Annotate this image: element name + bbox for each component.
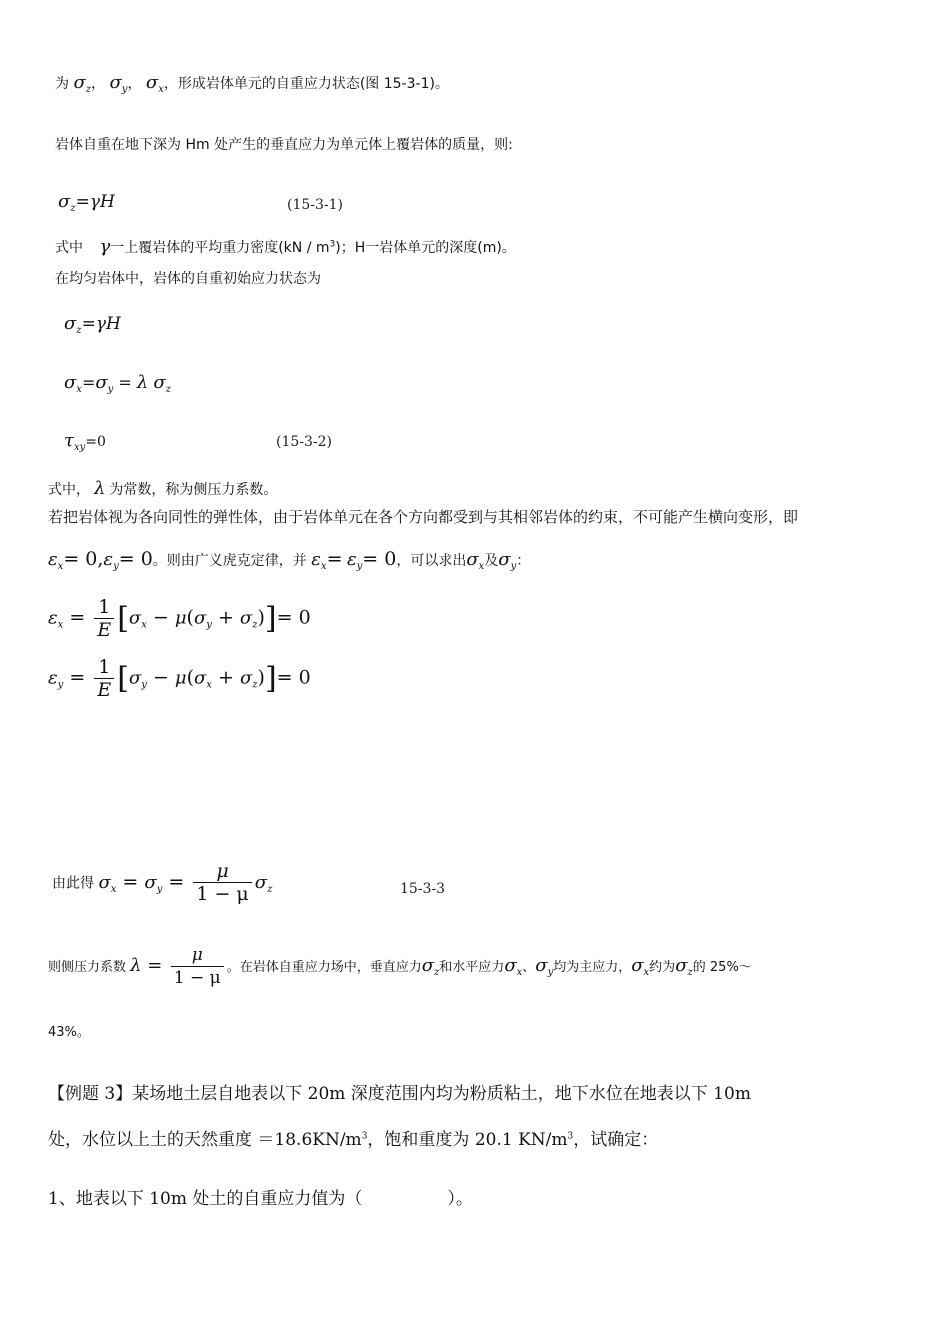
lambda-symbol: λ <box>94 478 106 499</box>
equation-rhs: = 0 <box>276 666 311 689</box>
text-fragment: 式中， <box>48 482 90 498</box>
text-fragment: 43%。 <box>48 1025 90 1040</box>
equation-fragment: = <box>326 548 343 570</box>
lambda-symbol: λ <box>136 372 149 393</box>
text-line-5 <box>48 478 277 499</box>
equation-15-3-3: 由此得 $\sigma_x = \sigma_y$ = $\frac{\mu}{1 - \mu}$ $\sigma_z$ <box>52 860 273 905</box>
equation-rhs: =0 <box>85 434 106 450</box>
fraction-numerator: μ <box>191 945 203 965</box>
text-fragment: 的 25%～ <box>692 960 752 975</box>
subscript: z <box>76 325 82 336</box>
text-fragment: 为常数，称为侧压力系数。 <box>109 482 278 498</box>
text-fragment: ， <box>127 76 142 92</box>
equation-tau <box>64 430 106 453</box>
text-fragment: 均为主应力， <box>553 960 632 975</box>
equation-epsilon-x: $\varepsilon_x$ = $\frac{1}{E}$ $[\sigma_x - \mu(\sigma_y + \sigma_z)]= 0$ <box>48 596 311 641</box>
lambda-equals: λ = <box>130 955 163 976</box>
text-line-9 <box>48 1021 90 1040</box>
gamma-symbol: γ <box>99 236 111 257</box>
fraction-numerator: 1 <box>98 656 111 678</box>
subscript: xy <box>73 442 86 453</box>
superscript: 3 <box>361 1131 368 1142</box>
superscript: 3 <box>329 239 336 250</box>
example-heading <box>48 1079 751 1104</box>
text-fragment: 岩体自重在地下深为 Hm 处产生的垂直应力为单元体上覆岩体的质量，则: <box>55 137 513 153</box>
subscript: z <box>70 203 76 214</box>
equation-fragment: = 0 <box>362 548 397 570</box>
text-fragment: 和水平应力 <box>439 960 505 975</box>
equation-rhs: =γH <box>81 314 121 334</box>
equation-fragment: = 0 <box>118 548 153 570</box>
fraction-denominator: 1 − μ <box>173 968 221 988</box>
text-fragment: ： <box>516 553 531 569</box>
equation-rhs: = 0 <box>276 606 311 629</box>
fraction-numerator: 1 <box>98 596 111 618</box>
subscript: z <box>165 384 171 395</box>
fraction-numerator: μ <box>216 860 229 882</box>
subscript: y <box>107 384 114 395</box>
text-fragment: 。在岩体自重应力场中，垂直应力 <box>226 960 422 975</box>
text-line-7: $\varepsilon_x= 0,\varepsilon_y= 0$。则由广义虎克定律，并 $\varepsilon_x= \varepsilon_y= 0$，可以求出$\sigma_x$及$\sigma_y$： <box>48 548 531 572</box>
text-fragment: 及 <box>484 553 499 569</box>
subscript: x <box>76 384 82 395</box>
sigma-symbol: σ <box>58 191 71 212</box>
text-line-4 <box>55 268 321 288</box>
text-line-1: 为 $\sigma_z$， $\sigma_y$， $\sigma_x$，形成岩体单元的自重应力状态(图 15-3-1)。 <box>55 72 449 95</box>
text-fragment: 若把岩体视为各向同性的弹性体，由于岩体单元在各个方向都受到与其相邻岩体的约束，不可能产生横向变形，即 <box>48 508 799 526</box>
text-line-3 <box>55 236 516 257</box>
text-fragment: 处，水位以上土的天然重度 ＝18.6KN/m <box>48 1130 362 1150</box>
example-line-2 <box>48 1125 658 1150</box>
text-fragment: 。则由广义虎克定律，并 <box>152 553 307 569</box>
equation-15-3-1 <box>58 191 115 214</box>
equation-tag: (15-3-2) <box>276 434 333 450</box>
text-fragment: 约为 <box>649 960 676 975</box>
example-question-1 <box>48 1184 473 1209</box>
tau-symbol: τ <box>64 430 74 451</box>
text-fragment: 在均匀岩体中，岩体的自重初始应力状态为 <box>55 271 321 287</box>
fraction-denominator: E <box>97 619 112 641</box>
text-fragment: ，形成岩体单元的自重应力状态(图 15-3-1)。 <box>163 76 449 92</box>
mu-symbol: μ <box>174 667 187 689</box>
text-fragment: 由此得 <box>52 875 94 892</box>
text-fragment: 式中 <box>55 240 83 256</box>
equation-tag: (15-3-1) <box>287 197 344 213</box>
text-line-8: 则侧压力系数 λ = $\frac{\mu}{1 - \mu}$ 。在岩体自重应力场中，垂直应力$\sigma_z$和水平应力$\sigma_x$、$\sigma_y$均为主应力，$\sigma_x$约为$\sigma_z$的 25%～ <box>48 945 752 988</box>
equation-tag: 15-3-3 <box>400 881 446 897</box>
text-fragment: 、 <box>522 960 536 975</box>
superscript: 3 <box>567 1131 574 1142</box>
fraction-denominator: 1 − μ <box>196 883 249 905</box>
text-fragment: ，可以求出 <box>396 553 467 569</box>
equation-rhs: =γH <box>75 192 115 212</box>
text-line-6 <box>48 506 798 527</box>
text-fragment: 为 <box>55 76 69 92</box>
text-fragment: ，试确定： <box>573 1130 659 1150</box>
fraction-denominator: E <box>97 679 112 701</box>
text-fragment: )；H一岩体单元的深度(m)。 <box>335 240 516 256</box>
text-fragment: 则侧压力系数 <box>48 960 127 975</box>
equation-epsilon-y: $\varepsilon_y$ = $\frac{1}{E}$ $[\sigma_y - \mu(\sigma_x + \sigma_z)]= 0$ <box>48 656 311 701</box>
text-fragment: 【例题 3】某场地土层自地表以下 20m 深度范围内均为粉质粘土，地下水位在地表以下 10m <box>48 1084 751 1104</box>
equation-sigma-z: $\sigma_z=\gamma H$ <box>64 313 121 336</box>
text-fragment: ，饱和重度为 20.1 KN/m <box>367 1130 568 1150</box>
equation-fragment: = 0, <box>63 548 104 570</box>
mu-symbol: μ <box>174 607 187 629</box>
text-fragment: 一上覆岩体的平均重力密度(kN / m <box>110 240 330 256</box>
equation-sigma-x-y: $\sigma_x=\sigma_y = \lambda$ $\sigma_z$ <box>64 372 171 395</box>
text-fragment: ， <box>91 76 106 92</box>
text-fragment: 1、地表以下 10m 处土的自重应力值为（ ）。 <box>48 1189 473 1209</box>
text-line-2 <box>55 134 513 154</box>
